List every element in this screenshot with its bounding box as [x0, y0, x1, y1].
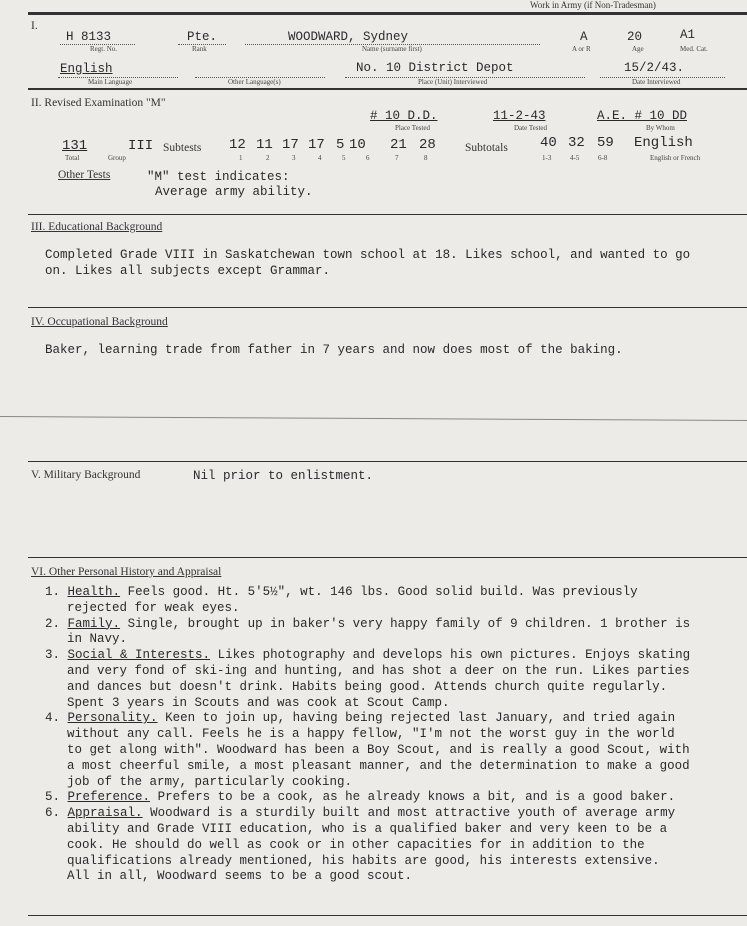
subtotal-label: 4-5	[570, 154, 580, 162]
appraisal-item	[45, 585, 745, 617]
subtest-number: 7	[395, 154, 399, 162]
section-ii-title: II. Revised Examination "M"	[31, 97, 166, 109]
rank: Pte.	[187, 30, 218, 44]
subtotal-label: 6-8	[598, 154, 608, 162]
divider	[28, 214, 747, 215]
item-heading: Social & Interests.	[67, 648, 211, 663]
subtest-score: 12	[229, 137, 246, 153]
text-line	[45, 711, 745, 727]
text-line	[45, 790, 745, 806]
by-whom-label: By Whom	[646, 124, 675, 132]
subtest-score: 28	[419, 137, 436, 153]
text-line: job of the army, particularly cooking.	[67, 774, 353, 789]
subtotal: 59	[597, 135, 614, 151]
item-heading: Family.	[67, 616, 121, 631]
appraisal-item	[45, 790, 745, 806]
subtest-score: 21	[390, 137, 407, 153]
appraisal-list	[45, 585, 745, 885]
item-number: 2.	[45, 616, 61, 631]
other-tests-line: "M" test indicates:	[147, 170, 290, 184]
main-language: English	[60, 62, 113, 76]
group: III	[128, 138, 154, 154]
text-line: qualifications already mentioned, his habits are good, his interests extensive.	[67, 853, 660, 868]
divider	[28, 557, 747, 558]
subtest-number: 4	[318, 154, 322, 162]
total-label: Total	[65, 154, 80, 162]
main-language-label: Main Language	[88, 78, 133, 86]
text-line: a most cheerful smile, a most pleasant manner, and the determination to make a good	[67, 758, 690, 773]
item-heading: Health.	[67, 585, 121, 599]
subtest-score: 10	[349, 137, 366, 153]
item-text: Woodward is a sturdily built and most attractive youth of average army	[150, 806, 676, 821]
med-cat-label: Med. Cat.	[680, 45, 708, 53]
subtest-score: 11	[256, 137, 273, 153]
text-line	[45, 617, 745, 633]
item-text: Keen to join up, having being rejected last January, and tried again	[165, 711, 676, 726]
name-label: Name (surname first)	[362, 45, 422, 53]
subtotal: 32	[568, 135, 585, 151]
appraisal-item	[45, 648, 745, 711]
subtest-number: 8	[424, 154, 428, 162]
a-or-r: A	[580, 30, 588, 44]
item-text: Prefers to be a cook, as he already knows a bit, and is a good baker.	[157, 790, 676, 805]
age-label: Age	[632, 45, 644, 53]
page-edge	[0, 416, 747, 421]
section-v-title: V. Military Background	[31, 469, 141, 481]
place-label: Place (Unit) Interviewed	[418, 78, 488, 86]
med-cat: A1	[680, 28, 696, 42]
item-heading: Preference.	[67, 790, 151, 805]
item-text: Feels good. Ht. 5'5½", wt. 146 lbs. Good solid build. Was previously	[127, 585, 638, 599]
group-label: Group	[108, 154, 126, 162]
name: WOODWARD, Sydney	[288, 30, 409, 44]
subtests-label: Subtests	[163, 142, 202, 154]
subtest-number: 6	[366, 154, 370, 162]
date-tested-label: Date Tested	[514, 124, 548, 132]
item-number: 1.	[45, 585, 61, 599]
section-iv-title: IV. Occupational Background	[31, 316, 168, 328]
age: 20	[627, 30, 643, 44]
other-tests-label: Other Tests	[58, 169, 111, 181]
subtest-score: 17	[308, 137, 325, 153]
total-score: 131	[62, 138, 88, 154]
place-tested-label: Place Tested	[395, 124, 430, 132]
item-text: Single, brought up in baker's very happy family of 9 children. 1 brother is	[127, 616, 691, 631]
subtest-scores	[229, 137, 444, 167]
regt-no: H 8133	[66, 30, 112, 44]
text-line: in Navy.	[67, 632, 128, 647]
appraisal-item	[45, 711, 745, 790]
subtotal-label: 1-3	[542, 154, 552, 162]
text-line: cook. He should do well as cook or in other capacities for in addition to the	[67, 837, 645, 852]
divider	[28, 88, 747, 90]
other-tests-line: Average army ability.	[155, 185, 313, 199]
subtest-score: 5	[336, 137, 345, 153]
item-number: 6.	[45, 806, 61, 821]
test-language: English	[634, 135, 693, 151]
text-line: Spent 3 years in Scouts and was cook at Scout Camp.	[67, 695, 450, 710]
section-vi-title: VI. Other Personal History and Appraisal	[31, 566, 222, 578]
by-whom: A.E. # 10 DD	[597, 109, 688, 123]
subtotals-label: Subtotals	[465, 142, 508, 154]
appraisal-item	[45, 617, 745, 649]
text-line	[45, 806, 745, 822]
subtest-number: 2	[266, 154, 270, 162]
text-line: rejected for weak eyes.	[67, 600, 240, 615]
text-line: All in all, Woodward seems to be a good scout.	[67, 869, 413, 884]
date-interviewed: 15/2/43.	[624, 61, 685, 75]
text-line: ability and Grade VIII education, who is a qualified baker and very keen to be a	[67, 821, 668, 836]
place-tested: # 10 D.D.	[370, 109, 438, 123]
subtest-score: 17	[282, 137, 299, 153]
other-languages-label: Other Language(s)	[228, 78, 281, 86]
divider	[28, 461, 747, 462]
item-text: Likes photography and develops his own pictures. Enjoys skating	[217, 648, 691, 663]
section-iii-title: III. Educational Background	[31, 221, 163, 233]
education-text	[45, 248, 690, 280]
language-label: English or French	[650, 154, 701, 162]
text-line	[45, 585, 745, 601]
date-label: Date Interviewed	[632, 78, 681, 86]
text-line: and very fond of ski-ing and hunting, and has shot a deer on the run. Likes parties	[67, 663, 690, 678]
a-or-r-label: A or R	[572, 45, 591, 53]
text-line: without any call. Feels he is a happy fellow, "I'm not the worst guy in the world	[67, 727, 675, 742]
subtotal: 40	[540, 135, 557, 151]
divider	[28, 915, 747, 916]
text-line: to get along with". Woodward has been a Boy Scout, and is really a good Scout, with	[67, 742, 690, 757]
military-text: Nil prior to enlistment.	[193, 469, 374, 483]
text-line: on. Likes all subjects except Grammar.	[45, 263, 331, 278]
subtest-number: 3	[292, 154, 296, 162]
occupation-text: Baker, learning trade from father in 7 years and now does most of the baking.	[45, 343, 623, 357]
date-tested: 11-2-43	[493, 109, 546, 123]
item-number: 5.	[45, 790, 61, 805]
item-heading: Personality.	[67, 711, 158, 726]
section-i-number: I.	[31, 20, 38, 32]
item-number: 3.	[45, 648, 61, 663]
text-line: and dances but doesn't drink. Habits being good. Attends church quite regularly.	[67, 679, 668, 694]
divider	[28, 307, 747, 308]
rank-label: Rank	[192, 45, 207, 53]
item-heading: Appraisal.	[67, 806, 143, 821]
text-line: Completed Grade VIII in Saskatchewan town school at 18. Likes school, and wanted to go	[45, 248, 691, 262]
place-interviewed: No. 10 District Depot	[356, 61, 514, 75]
text-line	[45, 648, 745, 664]
regt-no-label: Regt. No.	[90, 45, 118, 53]
divider	[28, 12, 747, 15]
item-number: 4.	[45, 711, 61, 726]
subtest-number: 1	[239, 154, 243, 162]
header-note: Work in Army (if Non-Tradesman)	[530, 0, 656, 10]
appraisal-item	[45, 806, 745, 885]
subtest-number: 5	[342, 154, 346, 162]
